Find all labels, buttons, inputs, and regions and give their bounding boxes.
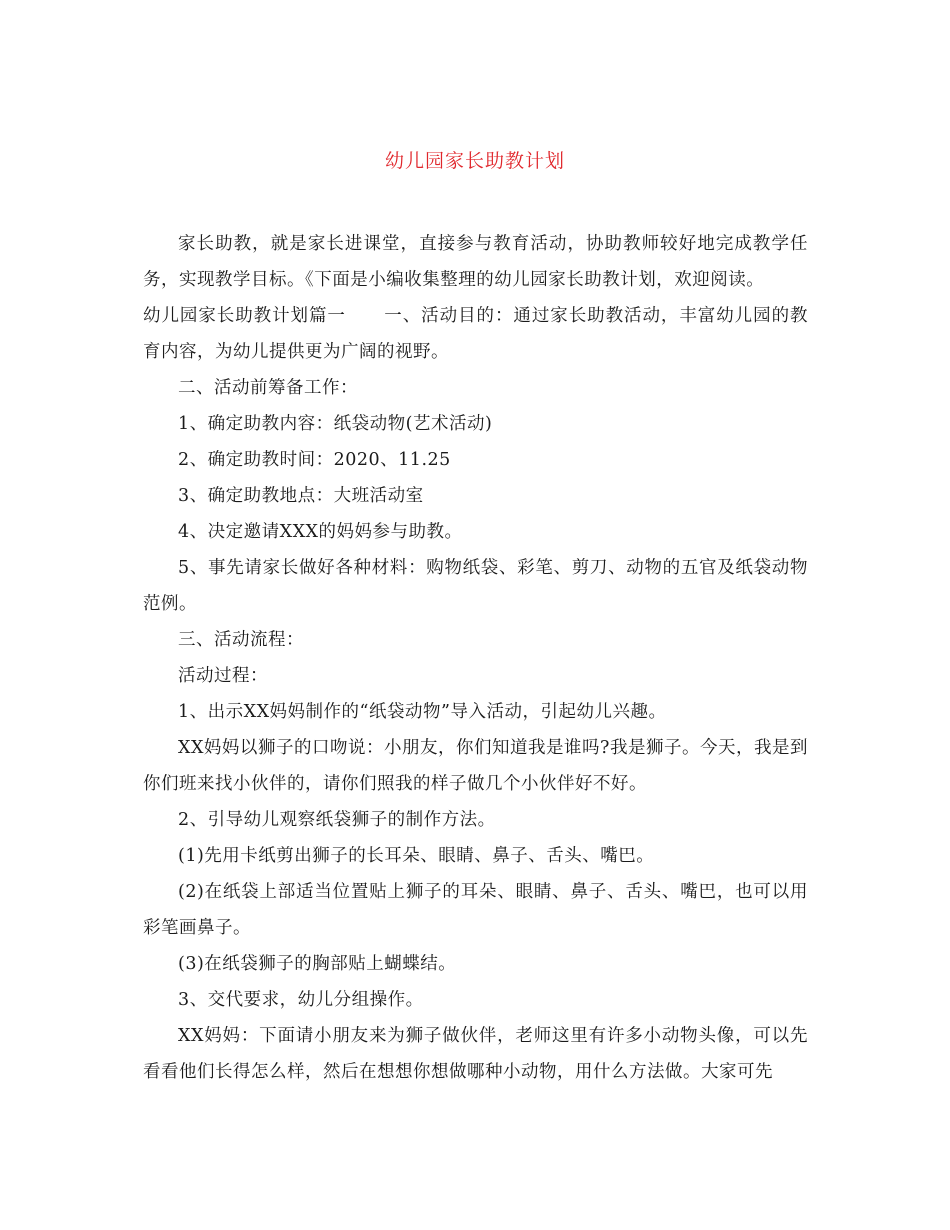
prep-heading: 二、活动前筹备工作： <box>178 378 358 398</box>
step-2-item: (3)在纸袋狮子的胸部贴上蝴蝶结。 <box>178 954 457 974</box>
step-2-item: (2)在纸袋上部适当位置贴上狮子的耳朵、眼睛、鼻子、舌头、嘴巴，也可以用彩笔画鼻子。 <box>143 882 808 938</box>
step-3: 3、交代要求，幼儿分组操作。 <box>178 990 424 1010</box>
document-body <box>143 226 808 1090</box>
section-paragraph <box>143 298 808 370</box>
prep-item: 3、确定助教地点：大班活动室 <box>178 486 424 506</box>
process-heading: 活动过程： <box>178 666 268 686</box>
prep-item: 4、决定邀请XXX的妈妈参与助教。 <box>178 522 463 542</box>
prep-item: 5、事先请家长做好各种材料：购物纸袋、彩笔、剪刀、动物的五官及纸袋动物范例。 <box>143 558 808 614</box>
section-heading: 幼儿园家长助教计划篇一 <box>143 306 346 326</box>
prep-item: 1、确定助教内容：纸袋动物(艺术活动) <box>178 414 493 434</box>
step-1-detail: XX妈妈以狮子的口吻说：小朋友，你们知道我是谁吗?我是狮子。今天，我是到你们班来找小伙伴的，请你们照我的样子做几个小伙伴好不好。 <box>143 738 808 794</box>
document-title: 幼儿园家长助教计划 <box>384 150 565 172</box>
prep-item: 2、确定助教时间：2020、11.25 <box>178 450 451 470</box>
step-1: 1、出示XX妈妈制作的“纸袋动物”导入活动，引起幼儿兴趣。 <box>178 702 667 722</box>
flow-heading: 三、活动流程： <box>178 630 304 650</box>
step-3-detail: XX妈妈：下面请小朋友来为狮子做伙伴，老师这里有许多小动物头像，可以先看看他们长得怎么样，然后在想想你想做哪种小动物，用什么方法做。大家可先 <box>143 1026 808 1082</box>
step-2: 2、引导幼儿观察纸袋狮子的制作方法。 <box>178 810 496 830</box>
step-2-item: (1)先用卡纸剪出狮子的长耳朵、眼睛、鼻子、舌头、嘴巴。 <box>178 846 655 866</box>
goal-text: 一、活动目的：通过家长助教活动，丰富幼儿园的教育内容，为幼儿提供更为广阔的视野。 <box>143 306 809 362</box>
intro-paragraph: 家长助教，就是家长进课堂，直接参与教育活动，协助教师较好地完成教学任务，实现教学目标。《下面是小编收集整理的幼儿园家长助教计划，欢迎阅读。 <box>143 234 808 290</box>
